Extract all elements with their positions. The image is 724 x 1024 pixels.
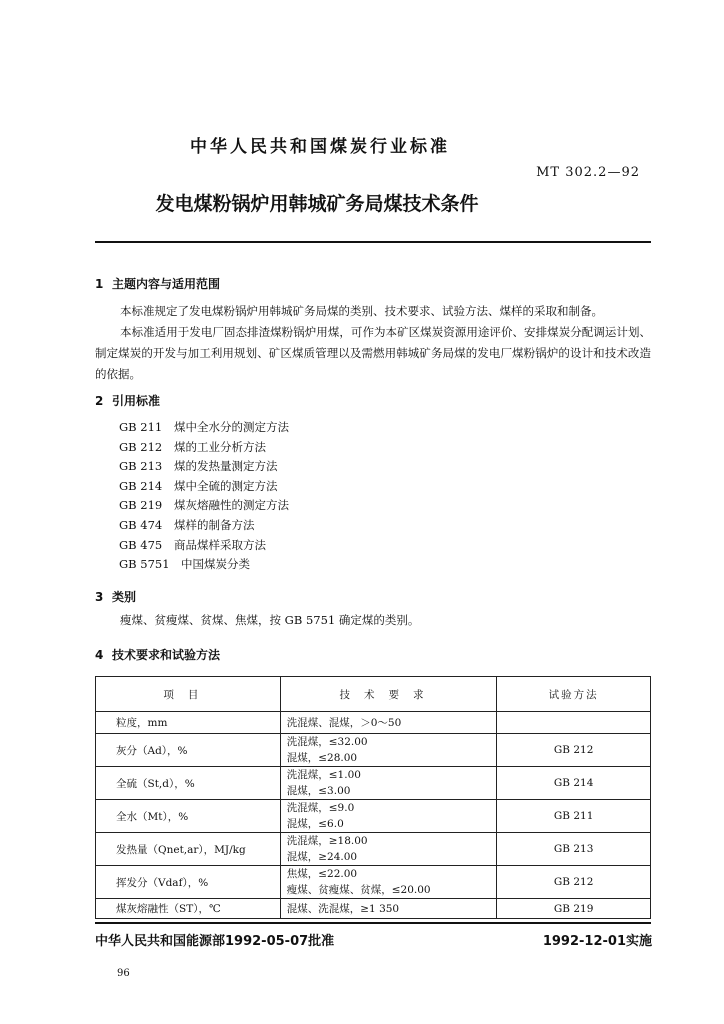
section-number: 2: [95, 394, 104, 408]
table-row: 煤灰熔融性（ST），℃ 混煤、洗混煤，≥1 350 GB 219: [96, 899, 651, 919]
section-number: 3: [95, 590, 104, 604]
requirements-table: [95, 676, 651, 919]
table-row: 发热量（Qnet,ar），MJ/kg 洗混煤，≥18.00 混煤，≥24.00 GB 213: [96, 833, 651, 866]
reference-item: GB 5751 中国煤炭分类: [119, 557, 250, 572]
section-title: 引用标准: [112, 394, 161, 408]
section-title: 主题内容与适用范围: [112, 277, 221, 291]
section-heading-3: [95, 588, 136, 605]
header-item: 项目: [96, 677, 281, 712]
effective-date: 1992-12-01实施: [542, 934, 652, 949]
section-1-paragraph-1: 本标准规定了发电煤粉锅炉用韩城矿务局煤的类别、技术要求、试验方法、煤样的采取和制备。: [120, 304, 603, 318]
section-heading-2: [95, 392, 160, 409]
header-spec: 技术要求: [280, 677, 497, 712]
section-1-paragraph-2: 本标准适用于发电厂固态排渣煤粉锅炉用煤，可作为本矿区煤炭资源用途评价、安排煤炭分配调运计划、制定煤炭的开发与加工利用规划、矿区煤质管理以及需燃用韩城矿务局煤的发电厂煤粉锅炉的设计和技术改造的依据。: [95, 325, 651, 381]
section-number: 1: [95, 277, 104, 291]
reference-item: GB 214 煤中全硫的测定方法: [119, 478, 278, 493]
section-title: 技术要求和试验方法: [112, 648, 221, 662]
section-heading-4: [95, 646, 220, 663]
reference-item: GB 475 商品煤样采取方法: [119, 537, 266, 552]
reference-list: [119, 418, 289, 575]
reference-item: GB 211 煤中全水分的测定方法: [119, 420, 289, 434]
section-heading-1: [95, 275, 220, 292]
page-number: 96: [117, 968, 130, 979]
table-header-row: [96, 677, 651, 712]
section-number: 4: [95, 648, 104, 662]
top-divider: [95, 241, 651, 243]
standard-number: MT 302.2—92: [536, 165, 640, 180]
header-method: 试验方法: [497, 677, 651, 712]
section-title: 类别: [112, 590, 137, 604]
reference-item: GB 219 煤灰熔融性的测定方法: [119, 498, 289, 513]
reference-item: GB 212 煤的工业分析方法: [119, 439, 266, 454]
reference-item: GB 213 煤的发热量测定方法: [119, 459, 278, 474]
table-row: 灰分（Ad），% 洗混煤，≤32.00 混煤，≤28.00 GB 212: [96, 734, 651, 767]
approval-line: 中华人民共和国能源部1992-05-07批准: [95, 934, 335, 949]
table-row: 粒度，mm 洗混煤、混煤，＞0～50: [96, 712, 651, 734]
section-3-paragraph: 瘦煤、贫瘦煤、贫煤、焦煤，按 GB 5751 确定煤的类别。: [120, 613, 420, 627]
table-row: 挥发分（Vdaf），% 焦煤，≤22.00 瘦煤、贫瘦煤、贫煤，≤20.00 GB 212: [96, 866, 651, 899]
table-row: 全水（Mt），% 洗混煤，≤9.0 混煤，≤6.0 GB 211: [96, 800, 651, 833]
bottom-divider: [95, 922, 651, 924]
document-title: 发电煤粉锅炉用韩城矿务局煤技术条件: [155, 193, 479, 215]
organization-header: 中华人民共和国煤炭行业标准: [190, 137, 450, 157]
reference-item: GB 474 煤样的制备方法: [119, 517, 255, 532]
table-row: 全硫（St,d），% 洗混煤，≤1.00 混煤，≤3.00 GB 214: [96, 767, 651, 800]
